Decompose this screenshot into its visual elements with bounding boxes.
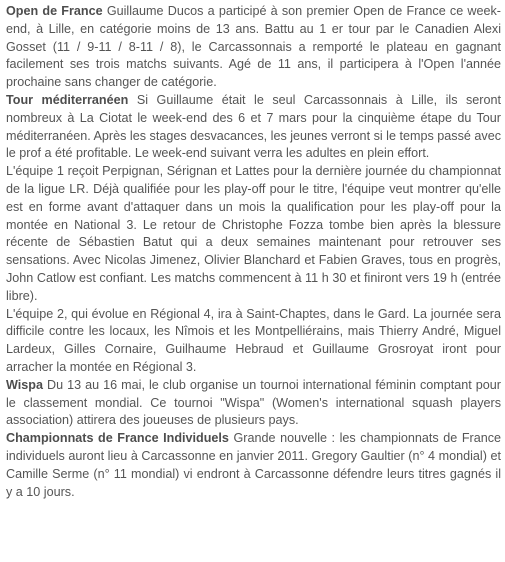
paragraph-text: L'équipe 2, qui évolue en Régional 4, ira à Saint-Chaptes, dans le Gard. La journée sera difficile contre les locaux, les Nîmois et les Montpelliérains, mais Thierry André, Miguel Lardeux, Gilles Cornaire, Guilhaume Hebraud et Guillaume Grosroyat iront pour arracher la montée en Régional 3. (6, 306, 501, 374)
section-heading: Championnats de France Individuels (6, 431, 229, 446)
section-heading: Open de France (6, 4, 103, 18)
paragraph-text: L'équipe 1 reçoit Perpignan, Sérignan et Lattes pour la dernière journée du championnat de la ligue LR. Déjà qualifiée pour les play-off pour le titre, l'équipe veut montrer qu'elle est en forme avant d'attaquer dans un mois la qualification pour les play-off pour la montée en National 3. Le retour de Christophe Fozza tombe bien après la blessure récente de Sébastien Batut qui a deux semaines maintenant pour retrouver ses sensations. Avec Nicolas Jimenez, Olivier Blanchard et Fabien Graves, tous en progrès, John Catlow est confiant. Les matchs commencent à 11 h 30 et finiront vers 19 h (entrée libre). (6, 164, 501, 303)
section-heading: Wispa (6, 377, 43, 392)
paragraph-text: Du 13 au 16 mai, le club organise un tournoi international féminin comptant pour le classement mondial. Ce tournoi "Wispa" (Women's international squash players association) attirera des joueuses de plusieurs pays. (6, 377, 501, 428)
paragraph-championnats (6, 430, 501, 501)
paragraph-text: Guillaume Ducos a participé à son premier Open de France ce week-end, à Lille, en catégorie moins de 13 ans. Battu au 1 er tour par le Canadien Alexi Gosset (11 / 9-11 / 8-11 / 8), le Carcassonnais a remporté le plateau en gagnant facilement ses trois matchs suivants. Agé de 11 ans, il participera à l'Open l'année prochaine sans changer de catégorie. (6, 4, 502, 90)
paragraph-tour-mediterraneen (6, 92, 501, 163)
section-heading: Tour méditerranéen (6, 92, 129, 107)
paragraph-text: Grande nouvelle : les championnats de France individuels auront lieu à Carcassonne en janvier 2011. Gregory Gaultier (n° 4 mondial) et Camille Serme (n° 11 mondial) vi endront à Carcassonne défendre leurs titres gagnés il y a 10 jours. (6, 431, 502, 499)
paragraph-text: Si Guillaume était le seul Carcassonnais à Lille, ils seront nombreux à La Ciotat le week-end des 6 et 7 mars pour la cinquième étape du Tour méditerranéen. Après les stages desvacances, les jeunes verront si le temps passé avec le prof a été profitable. Le week-end suivant verra les adultes en plein effort. (6, 92, 501, 161)
paragraph-equipe-1 (6, 163, 501, 305)
paragraph-equipe-2 (6, 306, 501, 377)
paragraph-open-de-france (6, 3, 501, 92)
paragraph-wispa (6, 377, 501, 430)
